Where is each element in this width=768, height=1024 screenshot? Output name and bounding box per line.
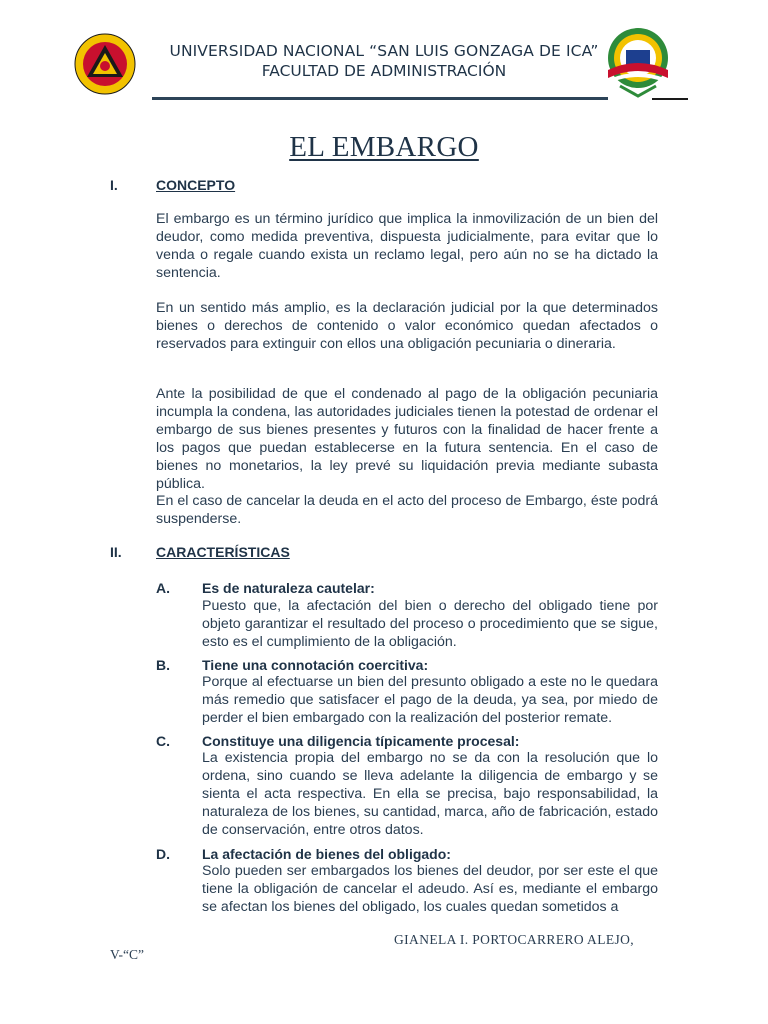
class-code: V-“C” [110, 947, 144, 962]
header-divider [152, 97, 608, 100]
section-number: II. [110, 544, 122, 560]
item-letter: D. [156, 846, 170, 862]
item-body: Puesto que, la afectación del bien o derecho del obligado tiene por objeto garantizar el resultado del proceso o procedimiento que se sigue, esto es el cumplimiento de la obligación. [202, 598, 658, 650]
faculty-name: FACULTAD DE ADMINISTRACIÓN [261, 62, 507, 80]
item-letter: B. [156, 657, 170, 673]
author-name: GIANELA I. PORTOCARRERO ALEJO, [394, 932, 635, 947]
item-letter: C. [156, 733, 170, 749]
item-title: La afectación de bienes del obligado: [202, 846, 451, 862]
document-title: EL EMBARGO [289, 131, 479, 163]
item-title: Tiene una connotación coercitiva: [202, 657, 429, 673]
paragraph: En un sentido más amplio, es la declaración judicial por la que determinados bienes o derechos de contenido o valor económico quedan afectados o reservados para extinguir con ellos una obligación pecuniaria o dineraria. [156, 300, 658, 352]
item-body: Porque al efectuarse un bien del presunto obligado a este no le quedara más remedio que satisfacer el pago de la deuda, ya sea, por miedo de perder el bien embargado con la realización del posterior remate. [202, 674, 658, 726]
faculty-crest-icon [606, 26, 670, 98]
document-header [0, 0, 768, 105]
university-seal-icon [74, 33, 136, 95]
item-body: Solo pueden ser embargados los bienes del deudor, por ser este el que tiene la obligación de cancelar el adeudo. Así es, mediante el embargo se afectan los bienes del obligado, los cuales quedan sometidos a [202, 863, 658, 915]
item-title: Constituye una diligencia típicamente procesal: [202, 733, 520, 749]
paragraph: En el caso de cancelar la deuda en el acto del proceso de Embargo, éste podrá suspenderse. [156, 493, 658, 527]
item-title: Es de naturaleza cautelar: [202, 580, 375, 596]
item-body: La existencia propia del embargo no se da con la resolución que lo ordena, sino cuando se lleva adelante la diligencia de embargo y se sienta el acta respectiva. En ella se precisa, bajo responsabilidad, la naturaleza de los bienes, su cantidad, marca, año de fabricación, estado de conservación, entre otros datos. [202, 750, 658, 838]
item-letter: A. [156, 580, 170, 596]
section-heading-caracteristicas: CARACTERÍSTICAS [156, 544, 290, 560]
section-number: I. [110, 177, 118, 193]
section-heading-concepto: CONCEPTO [156, 177, 236, 193]
header-divider-short [652, 98, 688, 100]
paragraph: Ante la posibilidad de que el condenado al pago de la obligación pecuniaria incumpla la condena, las autoridades judiciales tienen la potestad de ordenar el embargo de sus bienes presentes y futuros con la finalidad de hacer frente a los pagos que puedan establecerse en la futura sentencia. En el caso de bienes no monetarios, la ley prevé su liquidación previa mediante subasta pública. [156, 386, 658, 492]
paragraph: El embargo es un término jurídico que implica la inmovilización de un bien del deudor, como medida preventiva, dispuesta judicialmente, para evitar que lo venda o regale cuando exista un reclamo legal, pero aún no se ha dictado la sentencia. [156, 211, 658, 281]
university-name: UNIVERSIDAD NACIONAL “SAN LUIS GONZAGA DE ICA” [169, 42, 599, 60]
